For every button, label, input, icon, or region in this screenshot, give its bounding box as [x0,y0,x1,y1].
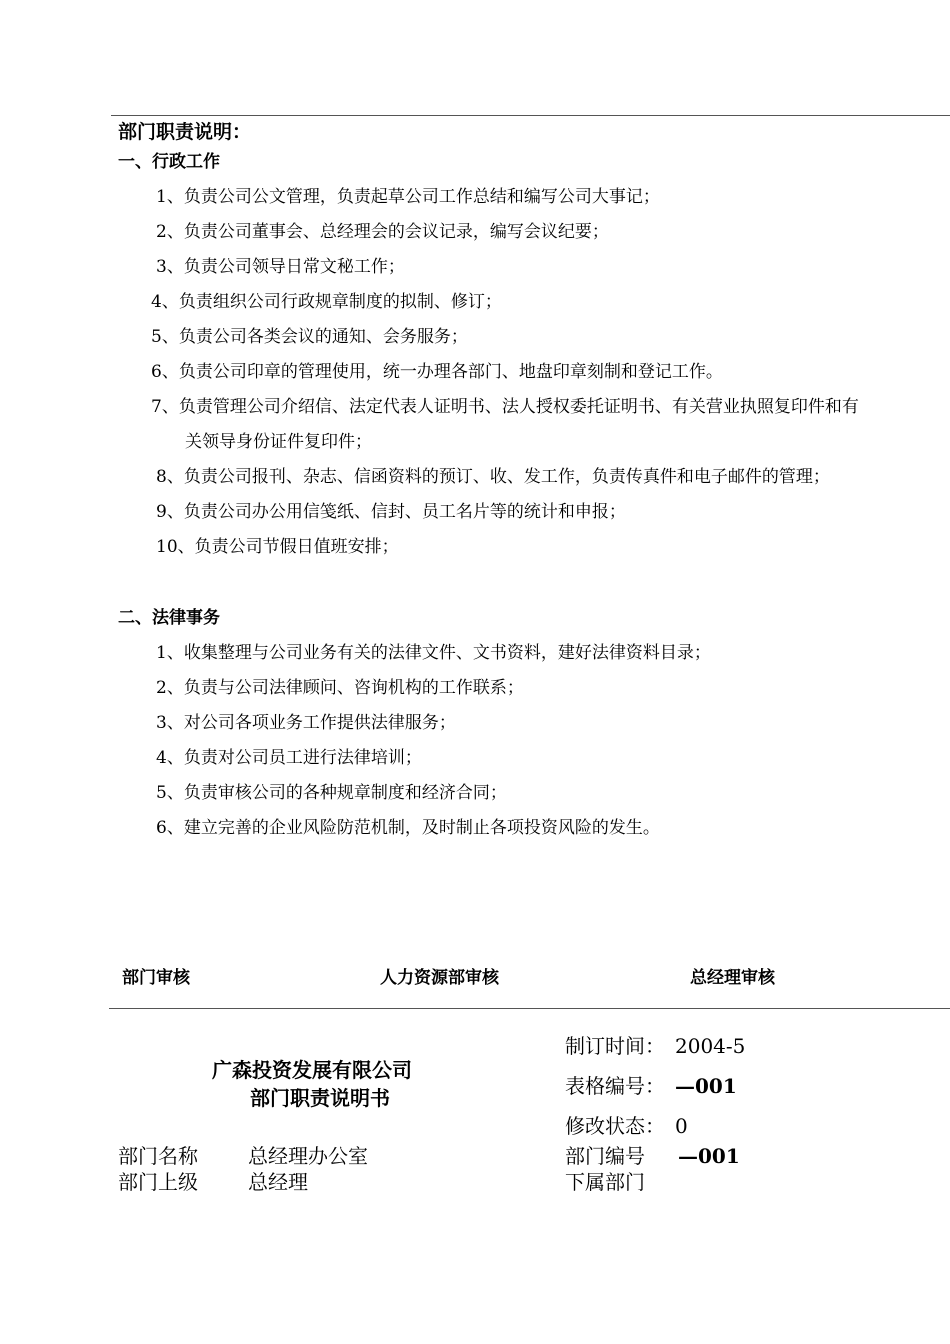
subordinate-label: 下属部门 [565,1170,645,1194]
list-item: 5、负责公司各类会议的通知、会务服务； [151,327,468,347]
doc-title: 部门职责说明书 [250,1086,390,1110]
bottom-divider [109,1008,950,1009]
list-item: 10、负责公司节假日值班安排； [156,537,399,557]
approval-hr-label: 人力资源部审核 [380,968,499,988]
list-item: 3、对公司各项业务工作提供法律服务； [156,713,456,733]
form-no-value: —001 [675,1074,737,1098]
list-item: 1、负责公司公文管理，负责起草公司工作总结和编写公司大事记； [156,187,660,207]
list-item: 5、负责审核公司的各种规章制度和经济合同； [156,783,507,803]
superior-label: 部门上级 [118,1170,198,1194]
status-label: 修改状态： [565,1114,665,1138]
revise-time-value: 2004-5 [675,1034,746,1058]
list-item: 7、负责管理公司介绍信、法定代表人证明书、法人授权委托证明书、有关营业执照复印件和有 [151,397,859,417]
list-item: 8、负责公司报刊、杂志、信函资料的预订、收、发工作，负责传真件和电子邮件的管理； [156,467,830,487]
approval-dept-label: 部门审核 [122,968,190,988]
approval-gm-label: 总经理审核 [690,968,775,988]
superior-value: 总经理 [248,1170,308,1194]
top-divider [111,115,950,116]
list-item: 4、负责组织公司行政规章制度的拟制、修订； [151,292,502,312]
revise-time-label: 制订时间： [565,1034,665,1058]
dept-name-label: 部门名称 [118,1144,198,1168]
list-item: 1、收集整理与公司业务有关的法律文件、文书资料，建好法律资料目录； [156,643,711,663]
form-no-label: 表格编号： [565,1074,665,1098]
dept-name-value: 总经理办公室 [248,1144,368,1168]
status-value: 0 [675,1114,688,1138]
list-item: 4、负责对公司员工进行法律培训； [156,748,422,768]
page-title: 部门职责说明： [118,121,252,143]
company-name: 广森投资发展有限公司 [212,1058,412,1082]
section-heading-legal: 二、法律事务 [118,608,220,628]
section-heading-admin: 一、行政工作 [118,152,220,172]
list-item: 2、负责公司董事会、总经理会的会议记录，编写会议纪要； [156,222,609,242]
list-item-continuation: 关领导身份证件复印件； [185,432,372,452]
dept-no-label: 部门编号 [565,1144,645,1168]
list-item: 3、负责公司领导日常文秘工作； [156,257,405,277]
dept-no-value: —001 [678,1144,740,1168]
list-item: 6、负责公司印章的管理使用，统一办理各部门、地盘印章刻制和登记工作。 [151,362,723,382]
list-item: 9、负责公司办公用信笺纸、信封、员工名片等的统计和申报； [156,502,626,522]
list-item: 2、负责与公司法律顾问、咨询机构的工作联系； [156,678,524,698]
list-item: 6、建立完善的企业风险防范机制，及时制止各项投资风险的发生。 [156,818,660,838]
